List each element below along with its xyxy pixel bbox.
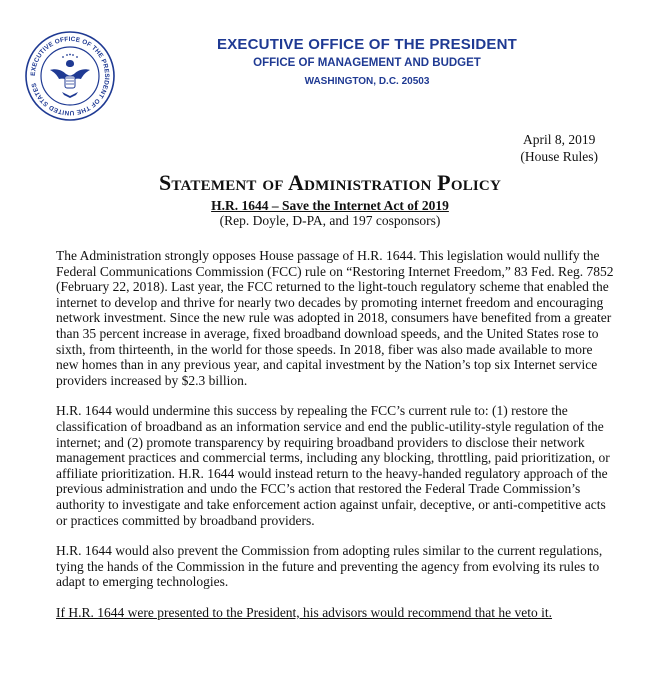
document-title: Statement of Administration Policy: [158, 170, 501, 195]
closing-statement: If H.R. 1644 were presented to the President, his advisors would recommend that he veto it.: [56, 604, 553, 620]
bill-sponsors: (Rep. Doyle, D-PA, and 197 cosponsors): [219, 213, 441, 228]
presidential-seal-icon: [24, 30, 116, 122]
document-date: April 8, 2019: [523, 132, 596, 147]
seal-ring-text: EXECUTIVE OFFICE OF THE PRESIDENT OF THE UNITED STATES: [29, 35, 111, 117]
letterhead-location: WASHINGTON, D.C. 20503: [304, 76, 430, 87]
letterhead: [132, 36, 602, 89]
house-rules-label: (House Rules): [520, 149, 598, 164]
letterhead-office: EXECUTIVE OFFICE OF THE PRESIDENT: [217, 36, 517, 53]
date-block: [520, 131, 598, 165]
bill-heading: [0, 198, 660, 228]
document-body: [56, 248, 618, 635]
bill-name: H.R. 1644 – Save the Internet Act of 2019: [211, 198, 449, 213]
letterhead-suboffice: OFFICE OF MANAGEMENT AND BUDGET: [253, 57, 481, 69]
paragraph-1: The Administration strongly opposes House passage of H.R. 1644. This legislation would nullify the Federal Communications Commission (FCC) rule on “Restoring Internet Freedom,” 83 Fed. Reg. 7852 (February 22, 2018). Last year, the FCC returned to the light-touch regulatory scheme that enabled the internet to develop and thrive for nearly two decades by promoting internet freedom and encouraging network investment. Since the new rule was adopted in 2018, consumers have benefited from a greater than 35 percent increase in average, fixed broadband download speeds, and the United States rose to sixth, from thirteenth, in the world for those speeds. In 2018, fiber was also made available to more new homes than in any previous year, and capital investment by the Nation’s top six Internet service providers increased by $2.3 billion.: [56, 248, 614, 388]
paragraph-2: H.R. 1644 would undermine this success by repealing the FCC’s current rule to: (1) restore the classification of broadband as an information service and end the public-utility-style regulation of the internet; and (2) promote transparency by requiring broadband providers to disclose their network management practices and commercial terms, including any blocking, throttling, paid prioritization, or affiliate prioritization. H.R. 1644 would instead return to the heavy-handed regulatory approach of the previous administration and undo the FCC’s action that restored the Federal Trade Commission’s authority to investigate and take enforcement action against unfair, deceptive, or anti-competitive acts or practices committed by broadband providers.: [56, 403, 610, 528]
paragraph-3: H.R. 1644 would also prevent the Commission from adopting rules similar to the current regulations, tying the hands of the Commission in the future and preventing the agency from evolving its rules to adapt to emerging technologies.: [56, 543, 603, 590]
